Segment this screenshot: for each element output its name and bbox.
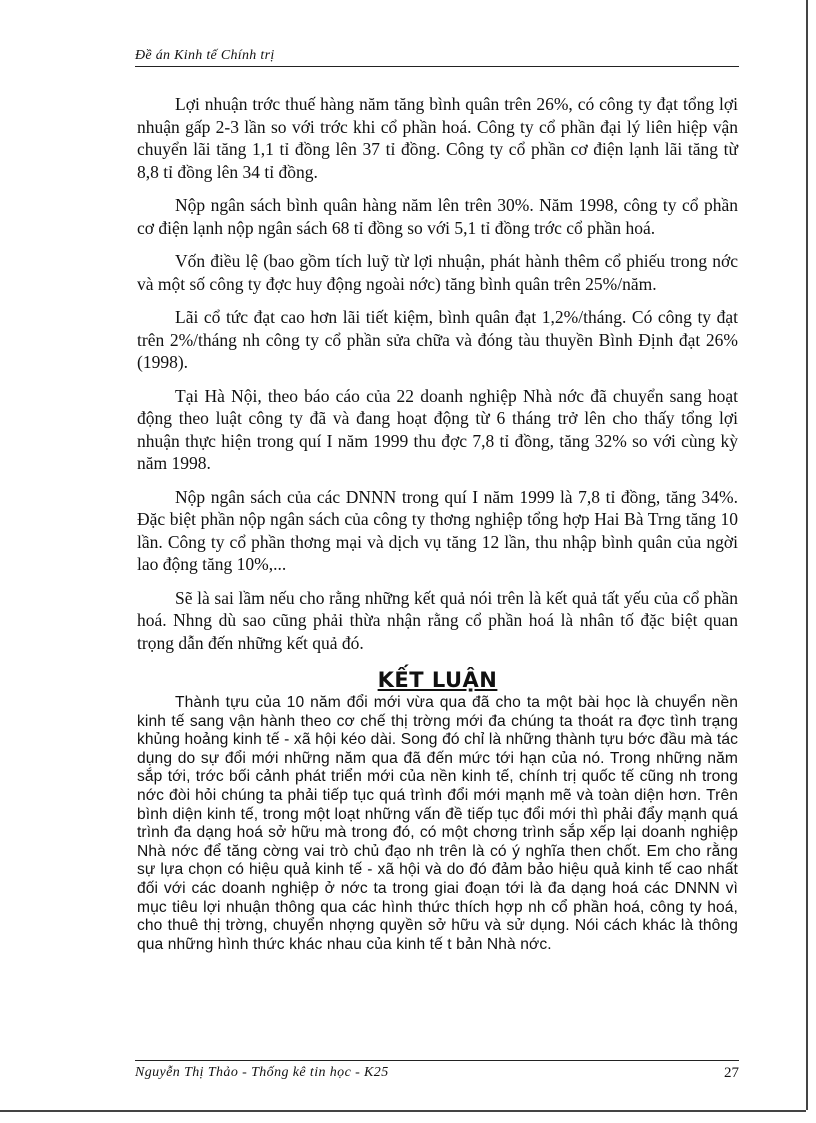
- conclusion-paragraph: Thành tựu của 10 năm đổi mới vừa qua đã cho ta một bài học là chuyển nền kinh tế sang vận hành theo cơ chế thị trờng mới đa chúng ta thoát ra đợc tình trạng khủng hoảng kinh tế - xã hội kéo dài. Song đó chỉ là những thành tựu bớc đầu mà tác dụng do sự đổi mới những năm qua đã đến mức tới hạn của nó. Trong những năm sắp tới, trớc bối cảnh phát triển mới của nền kinh tế, chính trị quốc tế cũng nh trong nớc đòi hỏi chúng ta phải tiếp tục quá trình đổi mới mạnh mẽ và toàn diện hơn. Trên bình diện kinh tế, trong một loạt những vấn đề tiếp tục đổi mới thì phải đẩy mạnh quá trình đa dạng hoá sở hữu mà trong đó, có một chơng trình sắp xếp lại doanh nghiệp Nhà nớc để tăng cờng vai trò chủ đạo nh trên là có ý nghĩa then chốt. Em cho rằng sự lựa chọn có hiệu quả kinh tế - xã hội và do đó đảm bảo hiệu quả kinh tế cao nhất đối với các doanh nghiệp ở nớc ta trong giai đoạn tới là đa dạng hoá các DNNN vì mục tiêu lợi nhuận thông qua các hình thức thích hợp nh cổ phần hoá, công ty hoá, cho thuê thị trờng, chuyển nhợng quyền sở hữu và sử dụng. Nói cách khác là thông qua những hình thức khác nhau của kinh tế t bản Nhà nớc.: [137, 694, 738, 953]
- page-number: 27: [724, 1065, 739, 1081]
- footer-author: Nguyễn Thị Thảo - Thống kê tin học - K25: [135, 1065, 389, 1080]
- paragraph-budget: Nộp ngân sách bình quân hàng năm lên trên 30%. Năm 1998, công ty cổ phần cơ điện lạnh nộp ngân sách 68 tỉ đồng so với 5,1 tỉ đồng trớc cổ phần hoá.: [137, 195, 738, 238]
- paragraph-hanoi: Tại Hà Nội, theo báo cáo của 22 doanh nghiệp Nhà nớc đã chuyển sang hoạt động theo luật công ty đã và đang hoạt động từ 6 tháng trở lên cho thấy tổng lợi nhuận thực hiện trong quí I năm 1999 thu đợc 7,8 tỉ đồng, tăng 32% so với cùng kỳ năm 1998.: [137, 385, 738, 473]
- paragraph-dnnn-budget: Nộp ngân sách của các DNNN trong quí I năm 1999 là 7,8 tỉ đồng, tăng 34%. Đặc biệt phần nộp ngân sách của công ty thơng nghiệp tổng hợp Hai Bà Trng tăng 10 lần. Công ty cổ phần thơng mại và dịch vụ tăng 12 lần, thu nhập bình quân của ngời lao động tăng 10%,...: [137, 486, 738, 574]
- paragraph-dividend: Lãi cổ tức đạt cao hơn lãi tiết kiệm, bình quân đạt 1,2%/tháng. Có công ty đạt trên 2%/tháng nh công ty cổ phần sửa chữa và đóng tàu thuyền Bình Định đạt 26% (1998).: [137, 307, 738, 372]
- document-body: [137, 93, 738, 954]
- page-header: [135, 48, 739, 67]
- page-border-right: [806, 0, 808, 1110]
- paragraph-profit: Lợi nhuận trớc thuế hàng năm tăng bình quân trên 26%, có công ty đạt tổng lợi nhuận gấp 2-3 lần so với trớc khi cổ phần hoá. Công ty cổ phần đại lý liên hiệp vận chuyển lãi tăng 1,1 tỉ đồng lên 37 tỉ đồng. Công ty cổ phần cơ điện lạnh lãi tăng từ 8,8 tỉ đồng lên 34 tỉ đồng.: [137, 94, 738, 182]
- page-footer: [135, 1060, 739, 1082]
- paragraph-assessment: Sẽ là sai lầm nếu cho rằng những kết quả nói trên là kết quả tất yếu của cổ phần hoá. Nhng dù sao cũng phải thừa nhận rằng cổ phần hoá là nhân tố đặc biệt quan trọng dẫn đến những kết quả đó.: [137, 587, 738, 653]
- header-title: Đề án Kinh tế Chính trị: [135, 48, 275, 63]
- conclusion-heading: KẾT LUẬN: [377, 668, 498, 692]
- page-border-bottom: [0, 1110, 806, 1112]
- paragraph-capital: Vốn điều lệ (bao gồm tích luỹ từ lợi nhuận, phát hành thêm cổ phiếu trong nớc và một số công ty đợc huy động ngoài nớc) tăng bình quân trên 25%/năm.: [137, 251, 738, 294]
